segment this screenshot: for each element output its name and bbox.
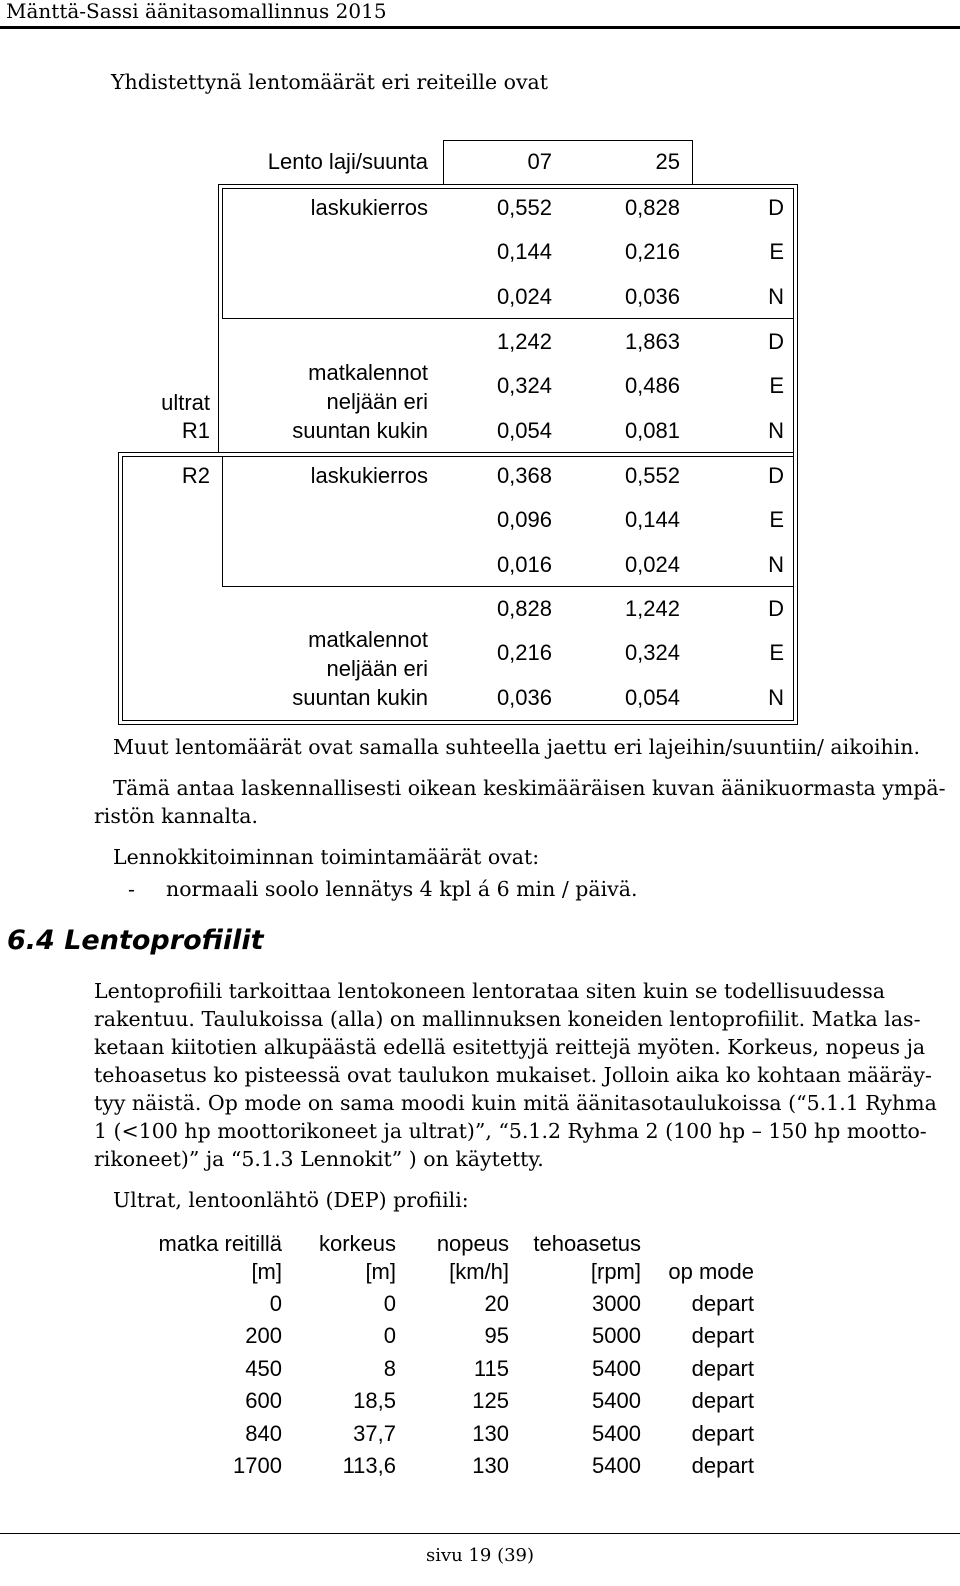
value-25: 0,552 (624, 463, 680, 488)
table-cell: 20 (484, 1291, 509, 1316)
profile-paragraph-line: Lentoprofiili tarkoittaa lentokoneen lentorataa siten kuin se todellisuudessa (94, 979, 885, 1003)
table-cell: 8 (383, 1356, 396, 1381)
table-cell: 130 (472, 1453, 509, 1478)
column-header: matka reitillä (158, 1231, 282, 1256)
column-unit: [m] (365, 1259, 396, 1284)
page-number: sivu 19 (39) (425, 1545, 535, 1566)
profile-paragraph-line: tyy näistä. Op mode on sama moodi kuin mitä äänitasotaulukoissa (“5.1.1 Ryhma (94, 1091, 937, 1115)
period-code: N (768, 418, 784, 443)
table-cell: 95 (484, 1323, 509, 1348)
table-cell: 0 (383, 1291, 396, 1316)
table-header-label: Lento laji/suunta (267, 149, 428, 174)
flight-count-table (0, 0, 960, 740)
value-07: 0,368 (496, 463, 552, 488)
value-25: 0,216 (624, 239, 680, 264)
paragraph-estimate-line-1: Tämä antaa laskennallisesti oikean keskimääräisen kuvan äänikuormasta ympä- (113, 776, 946, 800)
period-code: N (768, 284, 784, 309)
table-cell: 115 (473, 1356, 509, 1381)
period-code: N (768, 685, 784, 710)
value-07: 0,216 (496, 640, 552, 665)
table-cell: 18,5 (353, 1388, 396, 1413)
table-cell: depart (691, 1421, 754, 1446)
value-07: 0,324 (496, 373, 552, 398)
value-25: 0,486 (624, 373, 680, 398)
table-cell: depart (691, 1323, 754, 1348)
period-code: E (769, 239, 784, 264)
table-cell: 840 (245, 1421, 282, 1446)
table-cell: 113,6 (342, 1453, 396, 1478)
table-cell: 600 (245, 1388, 282, 1413)
value-07: 0,036 (496, 685, 552, 710)
value-25: 0,828 (624, 195, 680, 220)
intro-paragraph: Yhdistettynä lentomäärät eri reiteille ovat (111, 70, 548, 94)
table-cell: 0 (383, 1323, 396, 1348)
flight-type-label: laskukierros (310, 195, 428, 220)
value-07: 0,024 (496, 284, 552, 309)
footer-rule (0, 1533, 960, 1534)
table-cell: 3000 (592, 1291, 641, 1316)
table-cell: depart (691, 1453, 754, 1478)
value-25: 1,863 (624, 329, 680, 354)
column-unit: [km/h] (449, 1259, 509, 1284)
value-25: 0,081 (624, 418, 680, 443)
column-unit: [rpm] (590, 1259, 641, 1284)
profile-table-caption: Ultrat, lentoonlähtö (DEP) profiili: (113, 1188, 469, 1212)
period-code: E (769, 373, 784, 398)
paragraph-other-counts: Muut lentomäärät ovat samalla suhteella jaettu eri lajeihin/suuntiin/ aikoihin. (113, 735, 920, 759)
value-07: 0,552 (496, 195, 552, 220)
value-25: 0,324 (624, 640, 680, 665)
table-cell: 125 (472, 1388, 509, 1413)
column-header: korkeus (318, 1231, 396, 1256)
value-25: 1,242 (624, 596, 680, 621)
period-code: N (768, 552, 784, 577)
bullet-text: normaali soolo lennätys 4 kpl á 6 min / päivä. (166, 877, 638, 901)
value-25: 0,024 (624, 552, 680, 577)
aircraft-label: ultrat (161, 390, 210, 415)
flight-type-label: matkalennot (308, 360, 428, 385)
profile-paragraph-line: tehoasetus ko pisteessä ovat taulukon mukaiset. Jolloin aika ko kohtaan määräy- (94, 1063, 932, 1087)
value-07: 0,054 (496, 418, 552, 443)
table-cell: depart (691, 1291, 754, 1316)
value-25: 0,144 (624, 507, 680, 532)
profile-paragraph-line: rikoneet)” ja “5.1.3 Lennokit” ) on käytetty. (94, 1147, 544, 1171)
table-cell: 37,7 (353, 1421, 396, 1446)
period-code: D (768, 596, 784, 621)
flight-type-label: laskukierros (310, 463, 428, 488)
period-code: D (768, 463, 784, 488)
paragraph-model-activity: Lennokkitoiminnan toimintamäärät ovat: (113, 845, 540, 869)
column-header: tehoasetus (533, 1231, 641, 1256)
aircraft-label: R1 (181, 418, 210, 443)
profile-paragraph-line: ketaan kiitotien alkupäästä edellä esitettyjä reittejä myöten. Korkeus, nopeus ja (94, 1035, 926, 1059)
aircraft-label: R2 (181, 463, 210, 488)
value-07: 0,096 (496, 507, 552, 532)
table-cell: 5400 (592, 1388, 641, 1413)
profile-paragraph-line: 1 (<100 hp moottorikoneet ja ultrat)”, “5.1.2 Ryhma 2 (100 hp – 150 hp mootto- (94, 1119, 927, 1143)
flight-type-label: neljään eri (326, 656, 428, 681)
document-header-title: Mänttä-Sassi äänitasomallinnus 2015 (6, 0, 387, 23)
runway-07-header: 07 (527, 149, 552, 174)
table-cell: depart (691, 1356, 754, 1381)
column-unit: op mode (668, 1259, 754, 1284)
period-code: D (768, 329, 784, 354)
paragraph-estimate-line-2: ristön kannalta. (94, 804, 258, 828)
value-07: 1,242 (496, 329, 552, 354)
value-07: 0,144 (496, 239, 552, 264)
table-cell: 0 (269, 1291, 282, 1316)
value-25: 0,054 (624, 685, 680, 710)
value-07: 0,016 (496, 552, 552, 577)
flight-type-label: matkalennot (308, 627, 428, 652)
flight-type-label: suuntan kukin (292, 418, 428, 443)
table-cell: 5400 (592, 1356, 641, 1381)
table-cell: depart (691, 1388, 754, 1413)
profile-paragraph-line: rakentuu. Taulukoissa (alla) on mallinnuksen koneiden lentoprofiilit. Matka las- (94, 1007, 921, 1031)
table-cell: 200 (245, 1323, 282, 1348)
period-code: E (769, 640, 784, 665)
table-cell: 450 (245, 1356, 282, 1381)
bullet-dash: - (128, 877, 135, 901)
value-25: 0,036 (624, 284, 680, 309)
table-cell: 130 (472, 1421, 509, 1446)
runway-25-header: 25 (655, 149, 680, 174)
section-heading: 6.4 Lentoprofiilit (7, 925, 264, 956)
column-unit: [m] (251, 1259, 282, 1284)
table-cell: 5400 (592, 1453, 641, 1478)
departure-profile-table (0, 1220, 960, 1500)
flight-type-label: neljään eri (326, 389, 428, 414)
period-code: D (768, 195, 784, 220)
column-header: nopeus (436, 1231, 509, 1256)
value-07: 0,828 (496, 596, 552, 621)
table-cell: 1700 (233, 1453, 282, 1478)
period-code: E (769, 507, 784, 532)
flight-type-label: suuntan kukin (292, 685, 428, 710)
table-cell: 5000 (592, 1323, 641, 1348)
table-cell: 5400 (592, 1421, 641, 1446)
